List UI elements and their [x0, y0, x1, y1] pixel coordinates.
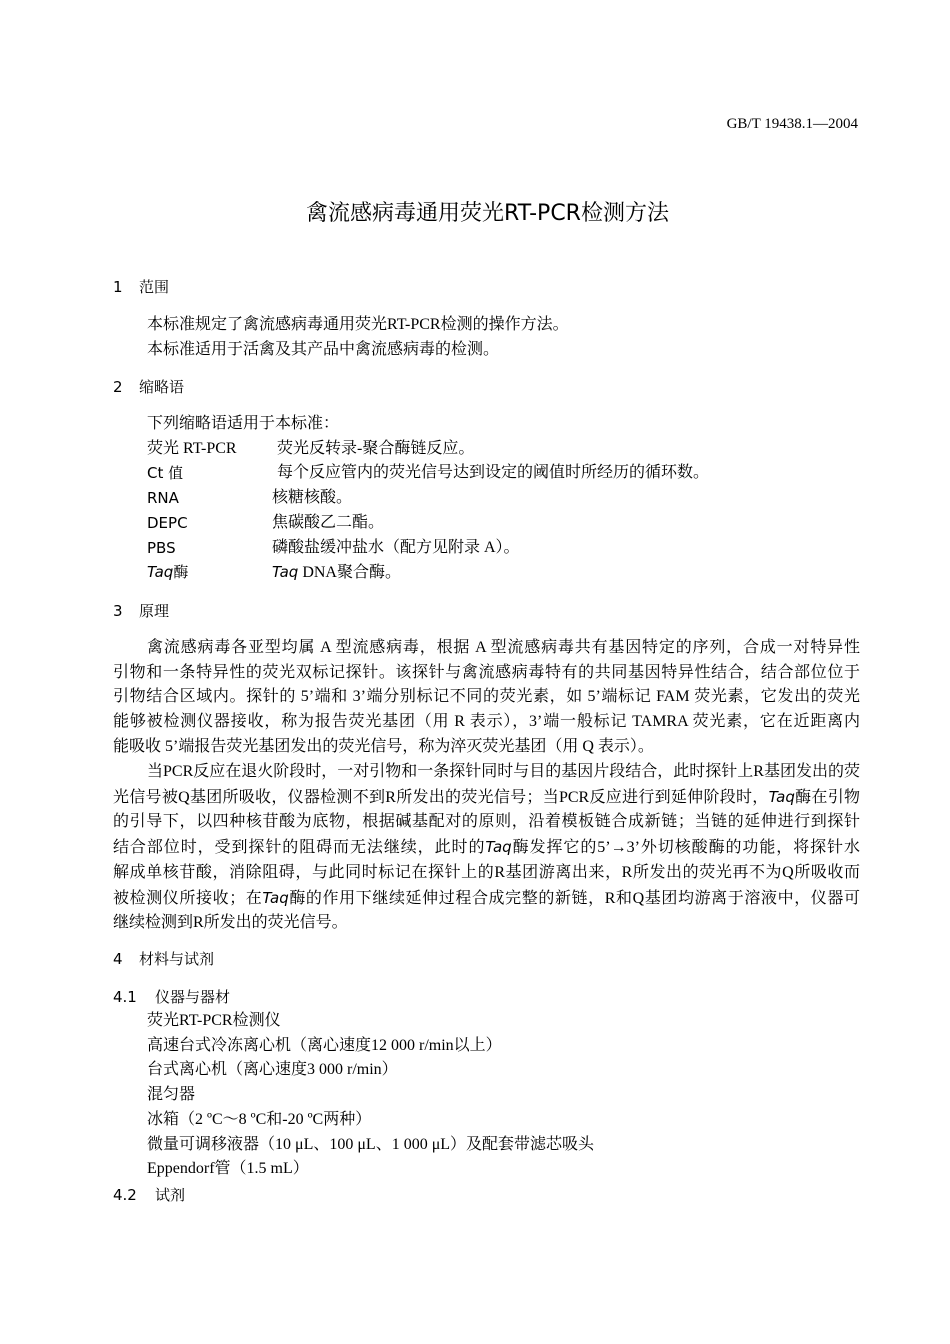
- list-item: 高速台式冷冻离心机（离心速度12 000 r/min以上）: [147, 1036, 502, 1054]
- list-item: 微量可调移液器（10 μL、100 μL、1 000 μL）及配套带滤芯吸头: [147, 1135, 595, 1153]
- section-number: 2: [113, 378, 123, 396]
- standard-code: GB/T 19438.1—2004: [726, 116, 858, 132]
- abbreviation-item: [113, 461, 860, 486]
- subsection-heading-instruments: [113, 985, 230, 1009]
- abbreviation-item: [113, 536, 860, 561]
- term-suffix: 酶: [173, 563, 189, 582]
- principle-paragraph-2: [113, 760, 860, 936]
- section-number: 4: [113, 950, 123, 968]
- paragraph-line: 引物和一条特异性的荧光双标记探针。该探针与禽流感病毒特有的共同基因特异性结合，结合部位位于: [113, 663, 860, 681]
- section-title: 缩略语: [139, 378, 185, 396]
- paragraph-line: [113, 886, 860, 912]
- section-title: 材料与试剂: [139, 950, 215, 968]
- abbreviation-definition: 荧光反转录-聚合酶链反应。: [277, 439, 475, 457]
- abbreviation-definition: 磷酸盐缓冲盐水（配方见附录 A）。: [272, 538, 520, 556]
- list-item: Eppendorf管（1.5 mL）: [147, 1160, 309, 1178]
- abbreviation-item: [113, 437, 860, 462]
- abbreviation-definition: 核糖核酸。: [272, 489, 353, 507]
- section-heading-abbreviations: [113, 375, 184, 399]
- text-segment: 酶发挥它的5’→3’外切核酸酶的功能，将探针水: [511, 839, 860, 857]
- list-item: 荧光RT-PCR检测仪: [147, 1012, 281, 1029]
- abbreviation-definition: [272, 560, 401, 586]
- italic-term: Taq: [272, 563, 299, 582]
- abbreviation-term: [147, 560, 272, 586]
- abbreviation-item: [113, 486, 860, 511]
- paragraph-line: 本标准规定了禽流感病毒通用荧光RT-PCR检测的操作方法。: [147, 316, 569, 333]
- abbreviation-list: [113, 412, 860, 586]
- list-item: 冰箱（2 ºC～8 ºC和-20 ºC两种）: [147, 1110, 372, 1128]
- text-segment: 被检测仪所接收；在: [113, 889, 263, 907]
- abbreviation-term: PBS: [147, 538, 176, 557]
- paragraph-line: 能吸收 5’端报告荧光基团发出的荧光信号，称为淬灭荧光基团（用 Q 表示）。: [113, 737, 654, 755]
- italic-term: Taq: [485, 838, 512, 857]
- abbreviation-term: DEPC: [147, 513, 188, 532]
- principle-paragraph-1: [113, 636, 860, 760]
- text-segment: 酶在引物: [794, 788, 860, 806]
- abbreviation-item: [113, 511, 860, 536]
- list-item: 台式离心机（离心速度3 000 r/min）: [147, 1061, 398, 1079]
- subsection-title: 试剂: [155, 1186, 186, 1204]
- paragraph-line: 解成单核苷酸，消除阻碍，与此同时标记在探针上的R基团游离出来，R所发出的荧光再不为Q所吸收而: [113, 863, 860, 881]
- subsection-heading-reagents: [113, 1183, 185, 1207]
- subsection-title: 仪器与器材: [155, 988, 231, 1006]
- section-number: 3: [113, 602, 123, 620]
- paragraph-line: [113, 835, 860, 861]
- list-item: 混匀器: [147, 1086, 196, 1104]
- text-segment: 酶的作用下继续延伸过程合成完整的新链，R和Q基团均游离于溶液中，仪器可: [288, 889, 860, 907]
- page-title: 禽流感病毒通用荧光RT-PCR检测方法: [306, 201, 669, 226]
- abbreviation-term: RNA: [147, 489, 179, 508]
- section-heading-scope: [113, 275, 169, 299]
- italic-term: Taq: [147, 563, 174, 582]
- section-number: 1: [113, 278, 123, 296]
- paragraph-line: 当PCR反应在退火阶段时，一对引物和一条探针同时与目的基因片段结合，此时探针上R基团发出的荧: [147, 763, 860, 780]
- subsection-number: 4.1: [113, 988, 137, 1006]
- section-title: 范围: [139, 278, 170, 296]
- paragraph-line: 的引导下，以四种核苷酸为底物，根据碱基配对的原则，沿着模板链合成新链；当链的延伸进行到探针: [113, 813, 860, 831]
- definition-rest: DNA聚合酶。: [298, 564, 401, 582]
- section-title: 原理: [139, 602, 170, 620]
- section-heading-materials: [113, 947, 214, 971]
- paragraph-line: 引物结合区域内。探针的 5’端和 3’端分别标记不同的荧光素，如 5’端标记 FAM 荧光素，它发出的荧光: [113, 688, 860, 706]
- subsection-number: 4.2: [113, 1186, 137, 1204]
- instrument-list: [113, 1009, 860, 1182]
- italic-term: Taq: [768, 787, 795, 806]
- section-heading-principle: [113, 599, 169, 623]
- paragraph-line: 能够被检测仪器接收，称为报告荧光基团（用 R 表示），3’端一般标记 TAMRA 荧光素，它在近距离内: [113, 713, 860, 731]
- abbreviation-definition: 每个反应管内的荧光信号达到设定的阈值时所经历的循环数。: [277, 464, 710, 482]
- paragraph-line: 禽流感病毒各亚型均属 A 型流感病毒，根据 A 型流感病毒共有基因特定的序列，合成一对特异性: [147, 639, 860, 656]
- abbreviation-definition: 焦碳酸乙二酯。: [272, 513, 385, 531]
- paragraph-line: [113, 785, 860, 811]
- paragraph-line: 本标准适用于活禽及其产品中禽流感病毒的检测。: [147, 340, 500, 358]
- paragraph-line: 继续检测到R所发出的荧光信号。: [113, 914, 348, 932]
- italic-term: Taq: [262, 888, 289, 907]
- abbreviation-item: [113, 560, 860, 586]
- text-segment: 结合部位时，受到探针的阻碍而无法继续，此时的: [113, 839, 486, 857]
- abbreviation-term: Ct 值: [147, 464, 184, 483]
- scope-paragraph: [113, 313, 860, 362]
- text-segment: 光信号被Q基团所吸收，仪器检测不到R所发出的荧光信号；当PCR反应进行到延伸阶段时，: [113, 788, 769, 806]
- abbreviation-term: 荧光 RT-PCR: [147, 439, 237, 457]
- abbreviation-intro: 下列缩略语适用于本标准：: [147, 415, 340, 432]
